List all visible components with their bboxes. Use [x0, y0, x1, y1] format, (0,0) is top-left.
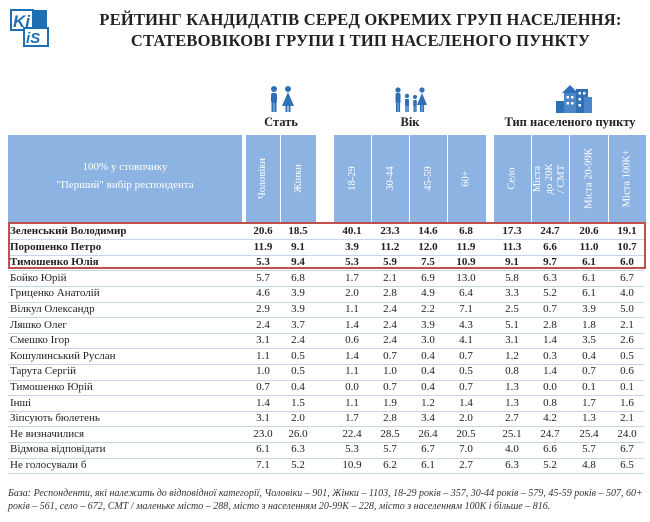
- table-cell: 3.4: [421, 412, 435, 425]
- table-cell: 2.0: [345, 287, 359, 300]
- footnote: База: Респонденти, які належать до відповідної категорії, Чоловіки – 901, Жінки – 1103, 18-29 років – 357, 30-44 років – 579, 45-59 років – 507, 60+ років – 561, село – 672, СМТ / маленьке місто – 288, місто з населенням 20-99К – 228, місто з населенням 100К і більше – 816.: [8, 488, 643, 512]
- table-cell: 24.7: [540, 225, 560, 237]
- table-cell: 0.4: [421, 349, 435, 362]
- row-divider: [8, 473, 644, 474]
- table-cell: 11.3: [502, 240, 522, 253]
- table-cell: 1.3: [505, 396, 519, 409]
- table-cell: 2.6: [620, 334, 634, 347]
- table-cell: 7.0: [459, 443, 473, 456]
- table-cell: 4.8: [582, 459, 596, 471]
- table-cell: 2.2: [421, 303, 435, 315]
- table-cell: 6.0: [620, 256, 634, 269]
- table-cell: 6.3: [543, 271, 557, 284]
- table-cell: 4.1: [459, 334, 473, 347]
- table-cell: 20.6: [579, 225, 599, 237]
- table-cell: 2.4: [383, 334, 397, 347]
- table-cell: 0.7: [459, 349, 473, 362]
- table-cell: 6.8: [459, 225, 473, 237]
- table-cell: 2.0: [291, 412, 305, 425]
- table-cell: 5.9: [383, 256, 397, 269]
- table-cell: 11.9: [253, 240, 273, 253]
- column-header: [494, 135, 530, 222]
- column-header: [334, 135, 370, 222]
- table-cell: 1.4: [256, 396, 270, 409]
- table-cell: 4.9: [421, 287, 435, 300]
- kiis-logo: [10, 8, 64, 48]
- table-row: [8, 271, 644, 287]
- table-cell: 2.4: [383, 318, 397, 331]
- table-cell: 2.8: [543, 318, 557, 331]
- column-header: [245, 135, 281, 222]
- table-cell: 6.7: [421, 443, 435, 456]
- table-cell: 6.8: [291, 271, 305, 284]
- table-cell: 5.7: [256, 271, 270, 284]
- table-cell: 0.4: [291, 381, 305, 393]
- table-cell: 2.9: [256, 303, 270, 315]
- table-cell: 0.5: [291, 365, 305, 378]
- table-cell: 2.8: [383, 412, 397, 425]
- row-label: Тимошенко Юрій: [10, 381, 93, 393]
- column-header: [571, 135, 607, 222]
- table-cell: 0.5: [620, 349, 634, 362]
- table-cell: 6.7: [620, 271, 634, 284]
- table-cell: 5.3: [345, 443, 359, 456]
- table-cell: 0.5: [291, 349, 305, 362]
- table-row: [8, 364, 644, 380]
- family-icon: [393, 87, 427, 113]
- table-cell: 23.0: [253, 427, 273, 440]
- table-cell: 2.4: [256, 318, 270, 331]
- table-cell: 0.5: [459, 365, 473, 378]
- table-cell: 4.0: [620, 287, 634, 300]
- table-cell: 3.3: [505, 287, 519, 300]
- table-cell: 24.0: [617, 427, 637, 440]
- table-cell: 6.3: [291, 443, 305, 456]
- table-cell: 1.3: [582, 412, 596, 425]
- row-label: Вілкул Олександр: [10, 303, 95, 315]
- table-cell: 1.3: [505, 381, 519, 393]
- column-header-label: 18-29: [346, 166, 358, 191]
- group-label-sex: Стать: [264, 115, 298, 129]
- title-line-1: РЕЙТИНГ КАНДИДАТІВ СЕРЕД ОКРЕМИХ ГРУП НАСЕЛЕННЯ:: [99, 10, 622, 29]
- table-cell: 3.9: [291, 303, 305, 315]
- table-row: [8, 333, 644, 349]
- table-cell: 3.9: [291, 287, 305, 300]
- table-cell: 4.3: [459, 318, 473, 331]
- table-cell: 1.5: [291, 396, 305, 409]
- table-cell: 2.5: [505, 303, 519, 315]
- table-cell: 1.1: [345, 365, 359, 378]
- header-separator: [608, 135, 609, 222]
- table-cell: 14.6: [418, 225, 438, 237]
- header-separator: [409, 135, 410, 222]
- row-label: Не голосували б: [10, 459, 87, 471]
- header-separator: [371, 135, 372, 222]
- table-cell: 2.1: [383, 271, 397, 284]
- table-row: [8, 427, 644, 443]
- header-separator: [447, 135, 448, 222]
- table-cell: 3.9: [345, 240, 359, 253]
- table-cell: 3.1: [256, 412, 270, 425]
- table-cell: 1.7: [345, 412, 359, 425]
- logo-text-bottom: iS: [26, 30, 41, 47]
- table-cell: 26.4: [418, 427, 438, 440]
- table-cell: 5.0: [620, 303, 634, 315]
- table-cell: 3.7: [291, 318, 305, 331]
- row-label: Інші: [10, 396, 32, 409]
- table-cell: 5.8: [505, 271, 519, 284]
- header-note-line-1: 100% у стовпчику: [82, 161, 168, 173]
- header-separator: [531, 135, 532, 222]
- table-cell: 0.0: [345, 381, 359, 393]
- page-title: [78, 9, 643, 51]
- table-cell: 6.1: [256, 443, 270, 456]
- table-cell: 9.4: [291, 256, 305, 269]
- table-cell: 6.1: [582, 256, 596, 269]
- column-header-label: Міста 100К+: [621, 149, 633, 208]
- row-label: Порошенко Петро: [10, 240, 102, 253]
- table-cell: 6.3: [505, 459, 519, 471]
- table-cell: 7.5: [421, 256, 435, 269]
- table-cell: 0.6: [345, 334, 359, 347]
- column-header-label: 60+: [460, 170, 472, 187]
- table-cell: 6.9: [421, 271, 435, 284]
- table-cell: 6.2: [383, 459, 397, 471]
- column-header-label: Село: [506, 167, 518, 190]
- header-note: [8, 135, 242, 222]
- table-cell: 1.1: [256, 349, 270, 362]
- table-cell: 4.2: [543, 412, 557, 425]
- table-cell: 0.1: [582, 381, 596, 393]
- row-label: Відмова відповідати: [10, 443, 106, 456]
- table-cell: 2.0: [459, 412, 473, 425]
- table-cell: 5.1: [505, 318, 519, 331]
- table-cell: 40.1: [342, 225, 362, 237]
- row-label: Не визначилися: [10, 427, 85, 440]
- table-row: [8, 442, 644, 458]
- table-cell: 3.9: [582, 303, 596, 315]
- table-cell: 2.4: [383, 303, 397, 315]
- column-header-label: 30-44: [384, 166, 396, 191]
- row-label: Кошулинський Руслан: [10, 349, 116, 362]
- table-cell: 0.7: [383, 381, 397, 393]
- table-cell: 1.4: [543, 365, 557, 378]
- table-cell: 6.6: [543, 443, 557, 456]
- row-label: Бойко Юрій: [10, 271, 67, 284]
- table-cell: 9.1: [291, 240, 305, 253]
- table-cell: 0.4: [582, 349, 596, 362]
- table-cell: 5.7: [582, 443, 596, 456]
- table-cell: 1.8: [582, 318, 596, 331]
- column-header: [448, 135, 484, 222]
- column-header: [372, 135, 408, 222]
- table-cell: 0.7: [256, 381, 270, 393]
- table-cell: 10.7: [617, 240, 637, 253]
- table-row: [8, 396, 644, 412]
- table-cell: 6.7: [620, 443, 634, 456]
- logo-text-top: Ki: [13, 12, 30, 31]
- column-header: [532, 135, 568, 222]
- table-row: [8, 349, 644, 365]
- table-cell: 23.3: [380, 225, 400, 237]
- row-label: Тимошенко Юлія: [10, 256, 99, 269]
- column-header-label: Міста 20-99К: [583, 148, 595, 209]
- table-cell: 4.0: [505, 443, 519, 456]
- table-row: [8, 411, 644, 427]
- table-cell: 0.7: [383, 349, 397, 362]
- column-header: [410, 135, 446, 222]
- table-cell: 5.3: [256, 256, 270, 269]
- table-cell: 0.7: [459, 381, 473, 393]
- row-label: Ляшко Олег: [10, 318, 67, 331]
- row-label: Смешко Ігор: [10, 334, 70, 347]
- table-cell: 3.0: [421, 334, 435, 347]
- table-cell: 3.5: [582, 334, 596, 347]
- table-cell: 7.1: [256, 459, 270, 471]
- highlight-box: [8, 222, 646, 269]
- table-cell: 2.4: [291, 334, 305, 347]
- table-cell: 2.7: [459, 459, 473, 471]
- buildings-icon: [556, 83, 592, 113]
- table-cell: 1.7: [582, 396, 596, 409]
- table-cell: 0.0: [543, 381, 557, 393]
- table-row: [8, 286, 644, 302]
- table-cell: 2.8: [383, 287, 397, 300]
- row-label: Зеленський Володимир: [10, 225, 127, 237]
- table-cell: 1.9: [383, 396, 397, 409]
- column-header-label: 45-59: [422, 166, 434, 191]
- table-cell: 0.1: [620, 381, 634, 393]
- table-cell: 0.4: [421, 381, 435, 393]
- table-cell: 2.1: [620, 318, 634, 331]
- table-cell: 1.7: [345, 271, 359, 284]
- table-row: [8, 380, 644, 396]
- table-cell: 11.2: [380, 240, 400, 253]
- table-cell: 6.1: [582, 271, 596, 284]
- table-cell: 25.1: [502, 427, 522, 440]
- table-row: [8, 318, 644, 334]
- table-cell: 2.7: [505, 412, 519, 425]
- table-cell: 9.7: [543, 256, 557, 269]
- table-cell: 1.1: [345, 303, 359, 315]
- table-cell: 4.6: [256, 287, 270, 300]
- table-cell: 1.2: [421, 396, 435, 409]
- table-cell: 11.0: [579, 240, 599, 253]
- title-line-2: СТАТЕВОВІКОВІ ГРУПИ І ТИП НАСЕЛЕНОГО ПУНКТУ: [130, 31, 591, 50]
- table-cell: 5.7: [383, 443, 397, 456]
- column-header: [280, 135, 316, 222]
- column-header-label: Міста до 20К / СМТ: [532, 163, 567, 194]
- table-cell: 25.4: [579, 427, 599, 440]
- header-separator: [280, 135, 281, 222]
- column-header-label: Жінки: [292, 164, 304, 193]
- table-cell: 0.7: [582, 365, 596, 378]
- table-cell: 1.4: [459, 396, 473, 409]
- people-icon: [266, 85, 296, 113]
- table-cell: 1.4: [345, 318, 359, 331]
- row-label: Зіпсують бюлетень: [10, 412, 100, 425]
- table-cell: 1.2: [505, 349, 519, 362]
- table-cell: 5.2: [543, 287, 557, 300]
- group-label-settlement: Тип населеного пункту: [504, 115, 636, 129]
- table-cell: 3.1: [256, 334, 270, 347]
- table-cell: 0.4: [421, 365, 435, 378]
- table-cell: 13.0: [456, 271, 476, 284]
- table-cell: 3.9: [421, 318, 435, 331]
- table-row: [8, 458, 644, 474]
- table-cell: 6.6: [543, 240, 557, 253]
- table-cell: 1.0: [383, 365, 397, 378]
- table-row: [8, 302, 644, 318]
- table-cell: 20.5: [456, 427, 476, 440]
- table-cell: 0.3: [543, 349, 557, 362]
- table-cell: 1.4: [345, 349, 359, 362]
- table-cell: 1.0: [256, 365, 270, 378]
- group-label-age: Вік: [400, 115, 420, 129]
- table-cell: 7.1: [459, 303, 473, 315]
- table-cell: 10.9: [342, 459, 362, 471]
- table-cell: 0.8: [505, 365, 519, 378]
- table-cell: 6.5: [620, 459, 634, 471]
- table-cell: 5.3: [345, 256, 359, 269]
- column-header-label: Чоловіки: [257, 157, 269, 200]
- row-label: Гриценко Анатолій: [10, 287, 100, 300]
- table-cell: 17.3: [502, 225, 522, 237]
- table-cell: 10.9: [456, 256, 476, 269]
- table-cell: 1.6: [620, 396, 634, 409]
- table-cell: 19.1: [617, 225, 637, 237]
- header-note-line-2: "Перший" вибір респондента: [56, 179, 194, 191]
- table-cell: 12.0: [418, 240, 438, 253]
- table-cell: 3.1: [505, 334, 519, 347]
- table-cell: 22.4: [342, 427, 362, 440]
- column-header: [609, 135, 645, 222]
- table-cell: 2.1: [620, 412, 634, 425]
- table-cell: 1.4: [543, 334, 557, 347]
- table-cell: 1.1: [345, 396, 359, 409]
- table-cell: 0.6: [620, 365, 634, 378]
- table-cell: 5.2: [291, 459, 305, 471]
- table-cell: 5.2: [543, 459, 557, 471]
- table-cell: 28.5: [380, 427, 400, 440]
- table-cell: 18.5: [288, 225, 308, 237]
- table-cell: 11.9: [456, 240, 476, 253]
- table-cell: 6.4: [459, 287, 473, 300]
- table-cell: 0.7: [543, 303, 557, 315]
- table-cell: 26.0: [288, 427, 308, 440]
- table-cell: 0.8: [543, 396, 557, 409]
- table-cell: 6.1: [421, 459, 435, 471]
- table-cell: 24.7: [540, 427, 560, 440]
- row-label: Тарута Сергій: [10, 365, 77, 378]
- header-separator: [569, 135, 570, 222]
- table-cell: 9.1: [505, 256, 519, 269]
- table-cell: 6.1: [582, 287, 596, 300]
- table-cell: 20.6: [253, 225, 273, 237]
